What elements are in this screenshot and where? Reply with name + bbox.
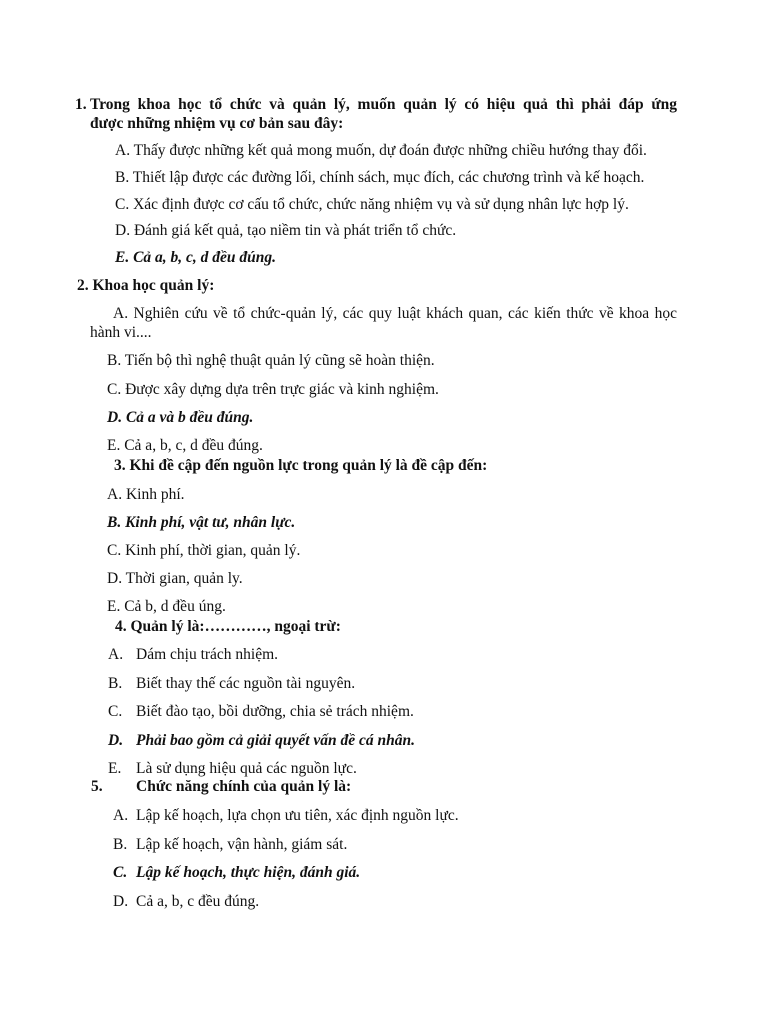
- q1-option-d: D. Đánh giá kết quả, tạo niềm tin và phát triển tổ chức.: [115, 222, 457, 239]
- q4-option-b-letter: B.: [108, 675, 123, 692]
- q1-option-a: A. Thấy được những kết quả mong muốn, dự đoán được những chiều hướng thay đổi.: [115, 142, 647, 159]
- q4-stem: 4. Quản lý là:…………, ngoại trừ:: [115, 618, 341, 635]
- q2-option-b: B. Tiến bộ thì nghệ thuật quản lý cũng sẽ hoàn thiện.: [107, 352, 435, 369]
- q1-option-e-answer: E. Cả a, b, c, d đều đúng.: [115, 249, 277, 266]
- q3-option-b-answer: B. Kinh phí, vật tư, nhân lực.: [107, 514, 296, 531]
- q4-option-a-letter: A.: [108, 646, 124, 663]
- q4-option-c: Biết đào tạo, bồi dưỡng, chia sẻ trách nhiệm.: [136, 703, 414, 720]
- q3-option-e: E. Cả b, d đều úng.: [107, 598, 226, 615]
- q5-option-d: Cả a, b, c đều đúng.: [136, 893, 260, 910]
- q5-option-d-letter: D.: [113, 893, 129, 910]
- q2-option-c: C. Được xây dựng dựa trên trực giác và kinh nghiệm.: [107, 381, 439, 398]
- q4-option-e: Là sử dụng hiệu quả các nguồn lực.: [136, 760, 357, 777]
- q4-option-d-letter: D.: [108, 732, 124, 749]
- q5-number: 5.: [91, 778, 103, 795]
- q1-number: 1.: [75, 96, 87, 113]
- q2-option-d-answer: D. Cả a và b đều đúng.: [107, 409, 254, 426]
- q5-option-a: Lập kế hoạch, lựa chọn ưu tiên, xác định nguồn lực.: [136, 807, 459, 824]
- q5-option-a-letter: A.: [113, 807, 129, 824]
- q4-option-d-answer: Phải bao gồm cả giải quyết vấn đề cá nhân.: [136, 732, 415, 749]
- q5-option-c-letter: C.: [113, 864, 128, 881]
- q1-stem-line1: Trong khoa học tổ chức và quản lý, muốn quản lý có hiệu quả thì phải đáp ứng: [90, 96, 677, 113]
- q4-option-a: Dám chịu trách nhiệm.: [136, 646, 279, 663]
- q5-option-c-answer: Lập kế hoạch, thực hiện, đánh giá.: [136, 864, 361, 881]
- q5-option-b-letter: B.: [113, 836, 128, 853]
- q3-option-d: D. Thời gian, quản ly.: [107, 570, 243, 587]
- q2-option-a-line1: A. Nghiên cứu về tổ chức-quản lý, các quy luật khách quan, các kiến thức về khoa học: [113, 305, 677, 322]
- q4-option-c-letter: C.: [108, 703, 123, 720]
- q5-option-b: Lập kế hoạch, vận hành, giám sát.: [136, 836, 348, 853]
- q1-option-b: B. Thiết lập được các đường lối, chính sách, mục đích, các chương trình và kế hoạch.: [115, 169, 645, 186]
- q3-stem: 3. Khi đề cập đến nguồn lực trong quản lý là đề cập đến:: [114, 457, 488, 474]
- q4-option-b: Biết thay thế các nguồn tài nguyên.: [136, 675, 356, 692]
- q2-option-e: E. Cả a, b, c, d đều đúng.: [107, 437, 263, 454]
- q2-stem: 2. Khoa học quản lý:: [77, 277, 215, 294]
- q3-option-a: A. Kinh phí.: [107, 486, 185, 503]
- q1-stem-line2: được những nhiệm vụ cơ bản sau đây:: [90, 115, 344, 132]
- q5-stem: Chức năng chính của quản lý là:: [136, 778, 352, 795]
- q4-option-e-letter: E.: [108, 760, 122, 777]
- q1-option-c: C. Xác định được cơ cấu tổ chức, chức năng nhiệm vụ và sử dụng nhân lực hợp lý.: [115, 196, 629, 213]
- q3-option-c: C. Kinh phí, thời gian, quản lý.: [107, 542, 301, 559]
- q2-option-a-line2: hành vi....: [90, 324, 152, 341]
